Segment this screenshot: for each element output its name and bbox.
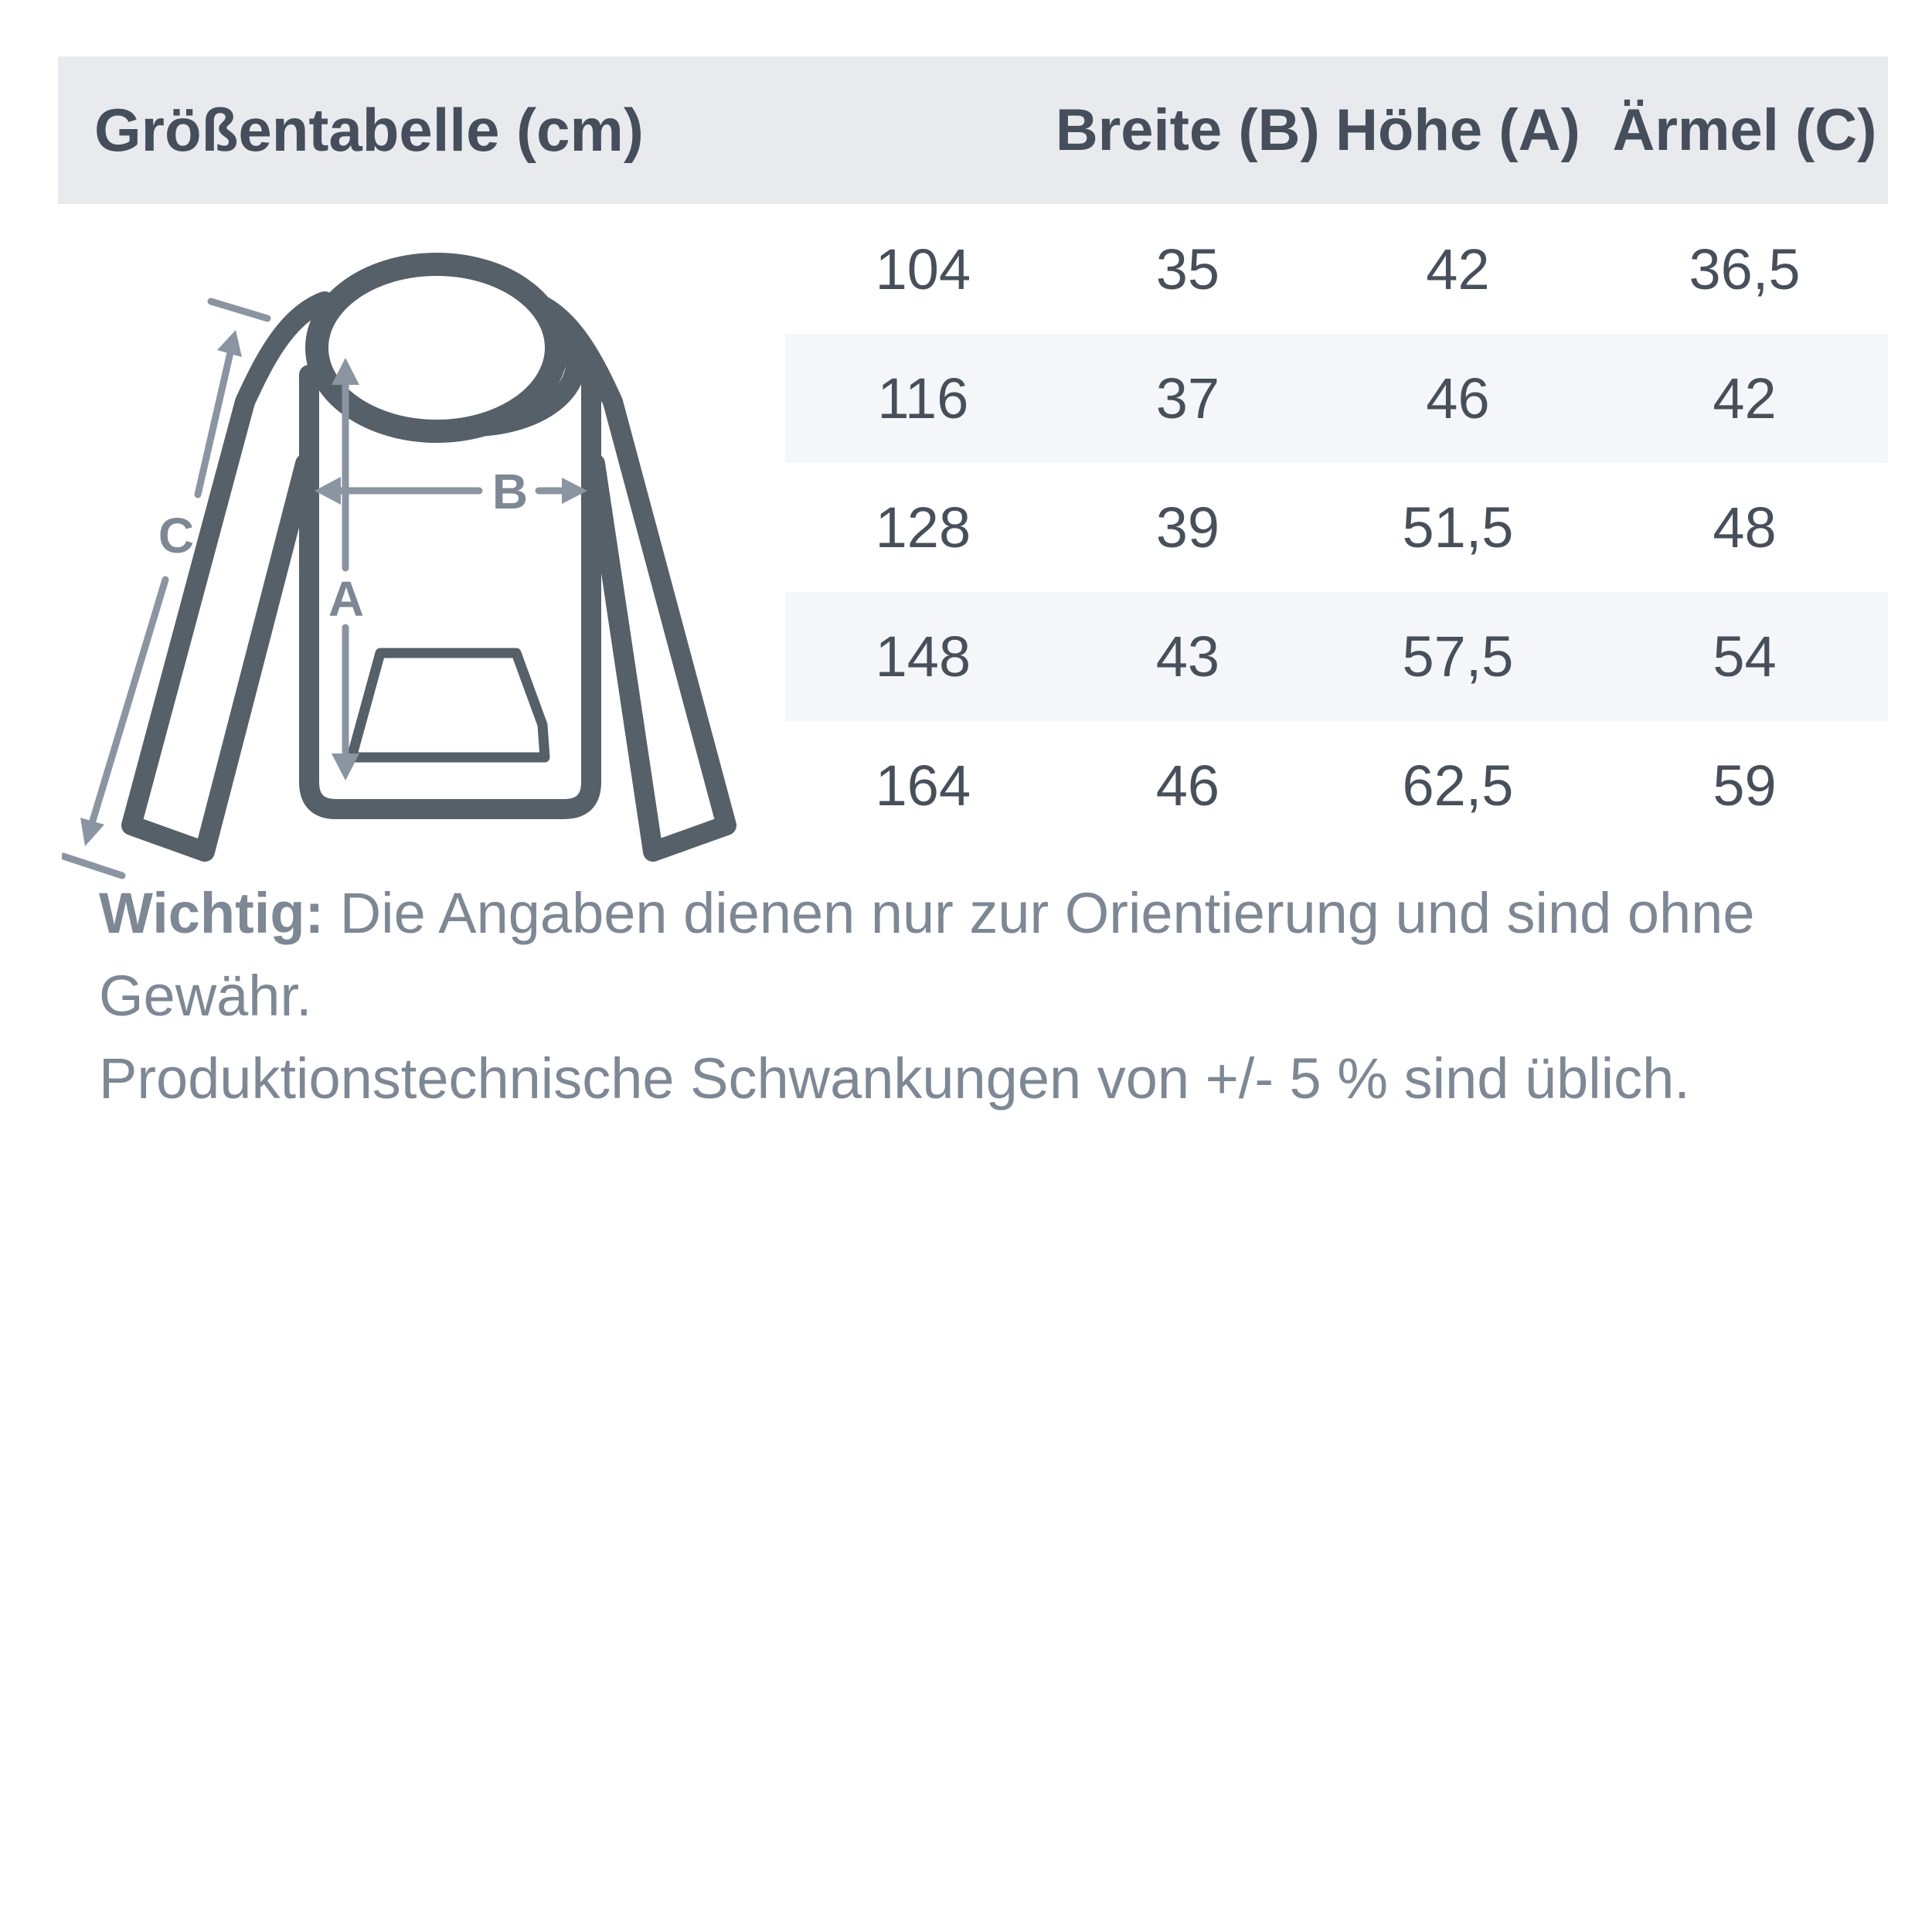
aermel-cell: 54 [1713, 624, 1777, 689]
table-row [785, 334, 1888, 463]
header-cell-empty [785, 56, 1061, 204]
aermel-cell: 59 [1713, 753, 1777, 818]
size-cell: 104 [875, 237, 971, 301]
hoehe-cell: 57,5 [1402, 624, 1514, 689]
table-row [785, 463, 1888, 592]
hood-outer-ring [317, 264, 556, 431]
size-cell: 148 [875, 624, 971, 689]
hoehe-cell: 46 [1426, 366, 1490, 430]
hoehe-cell: 62,5 [1402, 753, 1514, 818]
aermel-cell: 36,5 [1689, 237, 1801, 301]
size-cell: 164 [875, 753, 971, 818]
breite-cell: 35 [1155, 237, 1219, 301]
header-cell-hoehe: Höhe (A) [1335, 97, 1580, 163]
breite-cell: 43 [1155, 624, 1219, 689]
header-cell-breite: Breite (B) [1055, 97, 1320, 163]
label-b: B [492, 464, 529, 519]
arrow-c-down-head [80, 818, 104, 846]
arrow-c-top-tick [211, 301, 267, 318]
breite-cell: 39 [1155, 495, 1219, 560]
note-label: Wichtig: [99, 881, 325, 945]
table-row [785, 205, 1888, 334]
note-text-1: Die Angaben dienen nur zur Orientierung und sind ohne Gewähr. [99, 881, 1755, 1028]
table-row [785, 592, 1888, 721]
hoehe-cell: 51,5 [1402, 495, 1514, 560]
important-note [99, 872, 1869, 1120]
arrow-c-up-head [217, 330, 242, 357]
aermel-cell: 42 [1713, 366, 1777, 430]
table-header-columns [785, 56, 1888, 204]
table-row [785, 721, 1888, 850]
kangaroo-pocket [352, 653, 545, 757]
size-table [785, 205, 1888, 850]
left-sleeve [131, 301, 325, 852]
note-line-2 [99, 1037, 1869, 1120]
note-line-1 [99, 872, 1869, 1037]
header-cell-aermel: Ärmel (C) [1612, 97, 1877, 163]
size-cell: 128 [875, 495, 971, 560]
breite-cell: 37 [1155, 366, 1219, 430]
table-header-bar [58, 56, 1888, 204]
label-a: A [328, 571, 365, 627]
aermel-cell: 48 [1713, 495, 1777, 560]
breite-cell: 46 [1155, 753, 1219, 818]
note-text-2: Produktionstechnische Schwankungen von +/- 5 % sind üblich. [99, 1046, 1690, 1111]
page-title: Größentabelle (cm) [94, 96, 644, 164]
size-cell: 116 [877, 366, 969, 430]
label-c: C [158, 508, 195, 563]
hoodie-measurement-diagram [62, 224, 796, 881]
hoehe-cell: 42 [1426, 237, 1490, 301]
